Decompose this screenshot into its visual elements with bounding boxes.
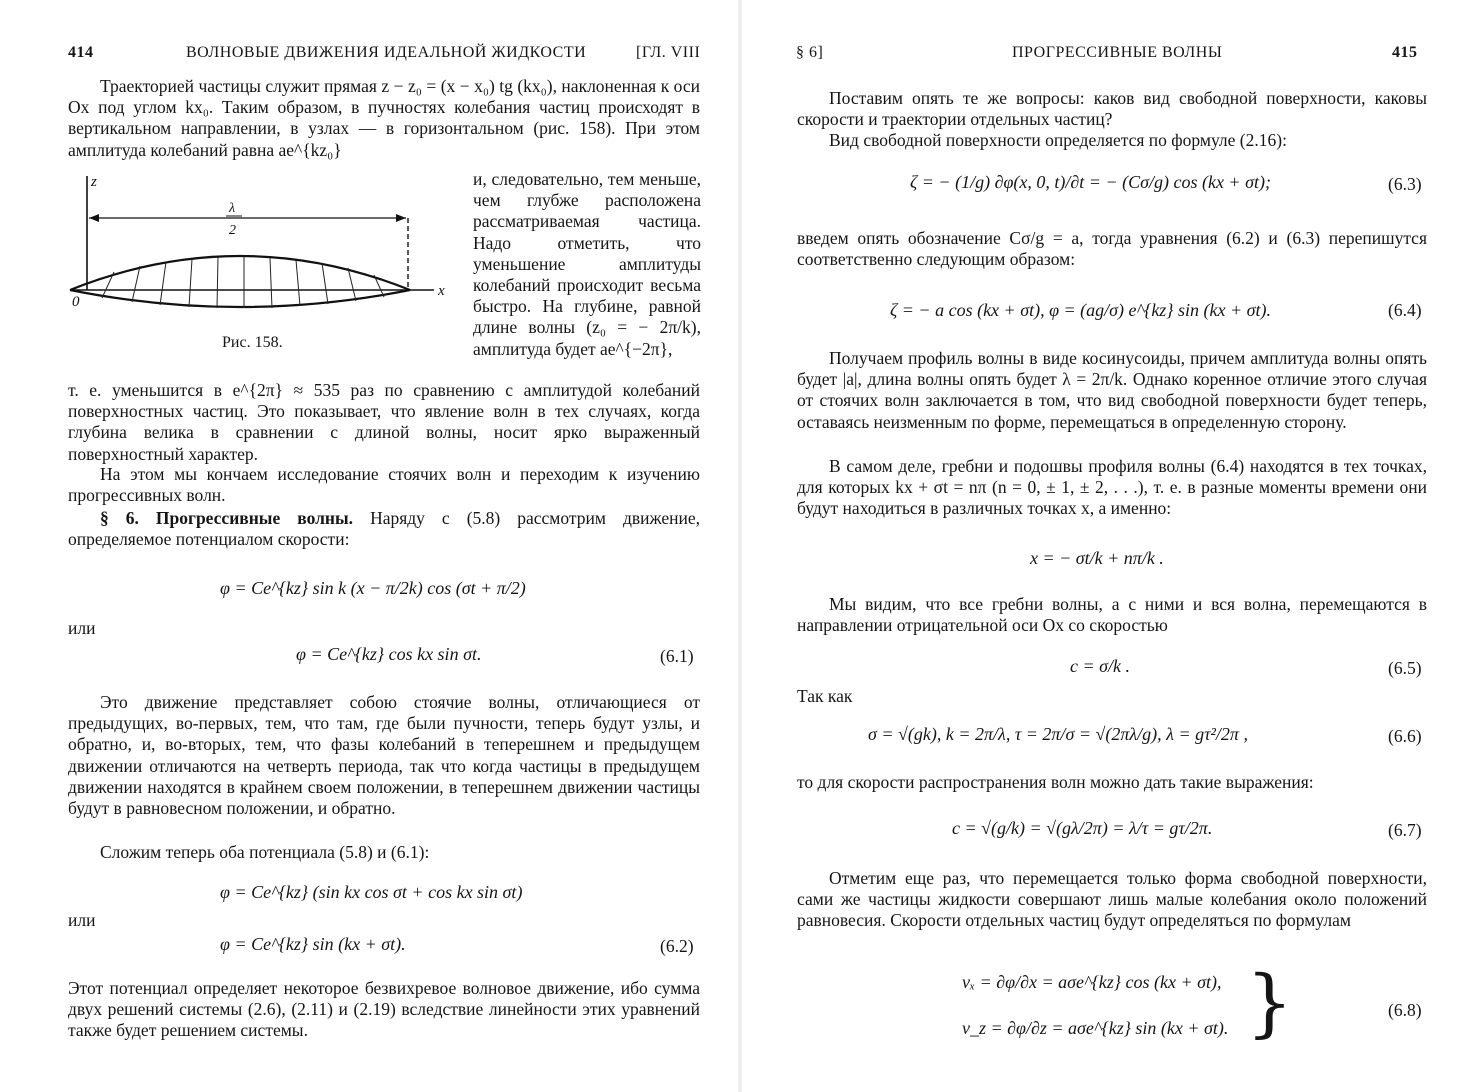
wave-crest-upper xyxy=(70,256,410,290)
equation-x: x = − σt/k + nπ/k . xyxy=(1030,548,1164,568)
left-paragraph-3 xyxy=(68,508,700,550)
left-paragraph-1-tail: т. е. уменьшится в e^{2π} ≈ 535 раз по сравнению с амплитудой колебаний поверхностных частиц. Это показывает, что явление волн в тех случаях, когда глубина велика в сравнении с длиной волны, носит ярко выраженный поверхностный характер. xyxy=(68,380,700,464)
lambda-arrow-right xyxy=(396,214,406,222)
right-paragraph-9: Отметим еще раз, что перемещается только форма свободной поверхности, сами же частицы жидкости совершают лишь малые колебания около положений равновесия. Скорости отдельных частиц будут определяться по формулам xyxy=(797,868,1427,931)
equation-6-3-number: (6.3) xyxy=(1388,174,1422,194)
right-page xyxy=(740,0,1481,1092)
right-paragraph-6: Мы видим, что все гребни волны, а с ними и вся волна, перемещаются в направлении отрицательной оси Ox со скоростью xyxy=(797,594,1427,636)
origin-label: 0 xyxy=(72,294,80,310)
axis-z-label: z xyxy=(91,174,97,190)
equation-6-3: ζ = − (1/g) ∂φ(x, 0, t)/∂t = − (Cσ/g) cos (kx + σt); xyxy=(910,172,1271,192)
right-paragraph-8: то для скорости распространения волн можно дать такие выражения: xyxy=(797,772,1314,792)
figure-caption: Рис. 158. xyxy=(222,334,283,351)
right-paragraph-1: Поставим опять те же вопросы: каков вид свободной поверхности, каковы скорости и траектории отдельных частиц? xyxy=(797,88,1427,130)
equation-6-8-vz: v_z = ∂φ/∂z = aσe^{kz} sin (kx + σt). xyxy=(962,1018,1229,1038)
left-chapter-ref: [ГЛ. VIII xyxy=(636,44,701,61)
figure-158 xyxy=(62,172,462,340)
left-paragraph-4: Это движение представляет собою стоячие волны, отличающиеся от предыдущих, во-первых, тем, что там, где были пучности, теперь будут узлы, и обратно, и, во-вторых, тем, что фазы колебаний в теперешнем и предыдущем движении отличаются на четверть периода, так что когда частицы в предыдущем движении находятся в крайнем своем положении, в теперешнем движении частицы будут в равновесном положении, и обратно. xyxy=(68,692,700,819)
equation-6-7-number: (6.7) xyxy=(1388,820,1422,840)
left-page xyxy=(0,0,740,1092)
equation-6-5-number: (6.5) xyxy=(1388,658,1422,678)
left-paragraph-6: Этот потенциал определяет некоторое безвихревое волновое движение, ибо сумма двух решений системы (2.6), (2.11) и (2.19) вследствие линейности этих уравнений также будет решением системы. xyxy=(68,978,700,1041)
left-paragraph-2: На этом мы кончаем исследование стоячих волн и переходим к изучению прогрессивных волн. xyxy=(68,464,700,506)
lambda-denominator: 2 xyxy=(229,223,236,238)
lambda-arrow-left xyxy=(89,214,99,222)
equation-6-1-number: (6.1) xyxy=(660,646,694,666)
right-paragraph-5: В самом деле, гребни и подошвы профиля волны (6.4) находятся в тех точках, для которых kx + σt = nπ (n = 0, ± 1, ± 2, . . .), т. е. в разные моменты времени они будут находиться в различных точках x, а именно: xyxy=(797,456,1427,519)
right-page-number: 415 xyxy=(1392,44,1418,61)
right-section-ref: § 6] xyxy=(796,44,824,61)
right-running-title: ПРОГРЕССИВНЫЕ ВОЛНЫ xyxy=(1012,44,1223,61)
equation-6-6: σ = √(gk), k = 2π/λ, τ = 2π/σ = √(2πλ/g), λ = gτ²/2π , xyxy=(868,724,1248,744)
equation-6-5: c = σ/k . xyxy=(1070,656,1131,676)
left-paragraph-1: Траекторией частицы служит прямая z − z₀ = (x − x₀) tg (kx₀), наклоненная к оси Ox под углом kx₀. Таким образом, в пучностях колебания частиц происходят в вертикальном направлении, в узлах — в горизонтальном (рис. 158). При этом амплитуда колебаний равна ae^{kz₀} xyxy=(68,76,700,160)
equation-6-2: φ = Ce^{kz} sin (kx + σt). xyxy=(220,934,406,954)
wave-trough-lower xyxy=(70,290,410,307)
axis-x-label: x xyxy=(438,283,445,299)
equation-6-6-number: (6.6) xyxy=(1388,726,1422,746)
equation-6-4: ζ = − a cos (kx + σt), φ = (ag/σ) e^{kz} sin (kx + σt). xyxy=(890,300,1272,320)
left-paragraph-1-side: и, следовательно, тем меньше, чем глубже расположена рассматриваемая частица. Надо отметить, что уменьшение амплитуды колебаний происходит весьма быстро. На глубине, равной длине волны (z₀ = − 2π/k), амплитуда будет ae^{−2π}, xyxy=(473,169,701,359)
right-paragraph-2: Вид свободной поверхности определяется по формуле (2.16): xyxy=(829,130,1287,150)
left-paragraph-5: Сложим теперь оба потенциала (5.8) и (6.1): xyxy=(100,842,430,862)
section-intro: Наряду с (5.8) рассмотрим движение, определяемое потенциалом скорости: xyxy=(68,508,700,550)
left-page-number: 414 xyxy=(68,44,94,61)
so-as-word: Так как xyxy=(797,686,853,706)
equation-6-7: c = √(g/k) = √(gλ/2π) = λ/τ = gτ/2π. xyxy=(952,818,1213,838)
left-running-title: ВОЛНОВЫЕ ДВИЖЕНИЯ ИДЕАЛЬНОЙ ЖИДКОСТИ xyxy=(186,44,587,61)
lambda-numerator: λ xyxy=(229,201,236,216)
or-word-2: или xyxy=(68,910,96,930)
equation-6-8-number: (6.8) xyxy=(1388,1000,1422,1020)
equation-6-2-number: (6.2) xyxy=(660,936,694,956)
right-paragraph-4: Получаем профиль волны в виде косинусоиды, причем амплитуда волны опять будет |a|, длина волны опять будет λ = 2π/k. Однако коренное отличие этого случая от стоячих волн заключается в том, что вид свободной поверхности будет теперь, оставаясь неизменным по форме, перемещаться в определенную сторону. xyxy=(797,348,1427,432)
equation-6-1: φ = Ce^{kz} cos kx sin σt. xyxy=(296,644,482,664)
equation-brace: } xyxy=(1246,960,1294,1046)
equation-6-4-number: (6.4) xyxy=(1388,300,1422,320)
section-title: § 6. Прогрессивные волны. xyxy=(100,508,354,528)
equation-b: φ = Ce^{kz} (sin kx cos σt + cos kx sin σt) xyxy=(220,882,523,902)
or-word-1: или xyxy=(68,618,96,638)
equation-6-8-vx: vₓ = ∂φ/∂x = aσe^{kz} cos (kx + σt), xyxy=(962,972,1222,992)
right-paragraph-3: введем опять обозначение Cσ/g = a, тогда уравнения (6.2) и (6.3) перепишутся соответственно следующим образом: xyxy=(797,228,1427,270)
equation-a: φ = Ce^{kz} sin k (x − π/2k) cos (σt + π/2) xyxy=(220,578,526,598)
